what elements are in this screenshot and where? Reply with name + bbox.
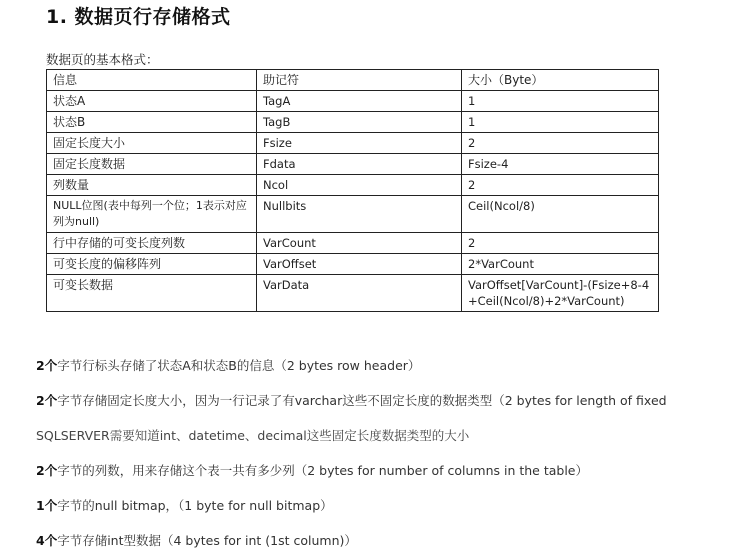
paragraph-text: 字节的null bitmap，（1 byte for null bitmap） xyxy=(57,498,333,513)
paragraph-lead: 4个 xyxy=(36,533,58,548)
cell-mnemonic: Ncol xyxy=(257,175,462,196)
paragraph-text: 字节的列数，用来存储这个表一共有多少列（2 bytes for number of columns in the table） xyxy=(57,463,588,478)
table-caption: 数据页的基本格式： xyxy=(46,52,159,67)
cell-size: Ceil(Ncol/8) xyxy=(462,196,659,233)
cell-info: 列数量 xyxy=(47,175,257,196)
paragraph-text: SQLSERVER需要知道int、datetime、decimal这些固定长度数据类型的大小 xyxy=(36,428,470,443)
cell-info: 状态B xyxy=(47,112,257,133)
cell-info: 可变长数据 xyxy=(47,275,257,312)
cell-size: Fsize-4 xyxy=(462,154,659,175)
cell-info: 可变长度的偏移阵列 xyxy=(47,254,257,275)
paragraph-column-count xyxy=(36,461,588,479)
cell-info: 固定长度大小 xyxy=(47,133,257,154)
paragraph-lead: 2个 xyxy=(36,463,58,478)
cell-mnemonic: Nullbits xyxy=(257,196,462,233)
cell-size: 2 xyxy=(462,133,659,154)
cell-mnemonic: VarData xyxy=(257,275,462,312)
cell-size: VarOffset[VarCount]-(Fsize+8-4+Ceil(Ncol/8)+2*VarCount) xyxy=(462,275,659,312)
table-row xyxy=(47,196,659,233)
row-format-table xyxy=(46,69,659,312)
table-row xyxy=(47,254,659,275)
cell-size: 1 xyxy=(462,112,659,133)
table-row xyxy=(47,112,659,133)
cell-size: 2 xyxy=(462,175,659,196)
paragraph-int-data xyxy=(36,531,357,549)
cell-info: NULL位图(表中每列一个位；1表示对应列为null) xyxy=(47,196,257,233)
cell-mnemonic: TagA xyxy=(257,91,462,112)
paragraph-lead: 2个 xyxy=(36,393,58,408)
cell-size: 2 xyxy=(462,233,659,254)
header-mnemonic: 助记符 xyxy=(257,70,462,91)
cell-mnemonic: TagB xyxy=(257,112,462,133)
table-row xyxy=(47,154,659,175)
paragraph-sqlserver-note xyxy=(36,426,469,444)
paragraph-lead: 1个 xyxy=(36,498,58,513)
cell-mnemonic: Fsize xyxy=(257,133,462,154)
table-row xyxy=(47,175,659,196)
cell-mnemonic: VarCount xyxy=(257,233,462,254)
paragraph-fixed-length xyxy=(36,391,667,409)
table-row xyxy=(47,275,659,312)
cell-info: 行中存储的可变长度列数 xyxy=(47,233,257,254)
page-title: 1. 数据页行存储格式 xyxy=(46,6,231,28)
table-row xyxy=(47,91,659,112)
header-info: 信息 xyxy=(47,70,257,91)
header-size: 大小（Byte） xyxy=(462,70,659,91)
paragraph-null-bitmap xyxy=(36,496,333,514)
cell-size: 2*VarCount xyxy=(462,254,659,275)
paragraph-row-header xyxy=(36,356,420,374)
table-header-row xyxy=(47,70,659,91)
paragraph-lead: 2个 xyxy=(36,358,58,373)
table-row xyxy=(47,233,659,254)
table-row xyxy=(47,133,659,154)
paragraph-text: 字节行标头存储了状态A和状态B的信息（2 bytes row header） xyxy=(57,358,421,373)
paragraph-text: 字节存储固定长度大小，因为一行记录了有varchar这些不固定长度的数据类型（2 bytes for length of fixed xyxy=(57,393,667,408)
cell-mnemonic: VarOffset xyxy=(257,254,462,275)
cell-size: 1 xyxy=(462,91,659,112)
cell-mnemonic: Fdata xyxy=(257,154,462,175)
cell-info: 状态A xyxy=(47,91,257,112)
cell-info: 固定长度数据 xyxy=(47,154,257,175)
paragraph-text: 字节存储int型数据（4 bytes for int (1st column)） xyxy=(57,533,357,548)
